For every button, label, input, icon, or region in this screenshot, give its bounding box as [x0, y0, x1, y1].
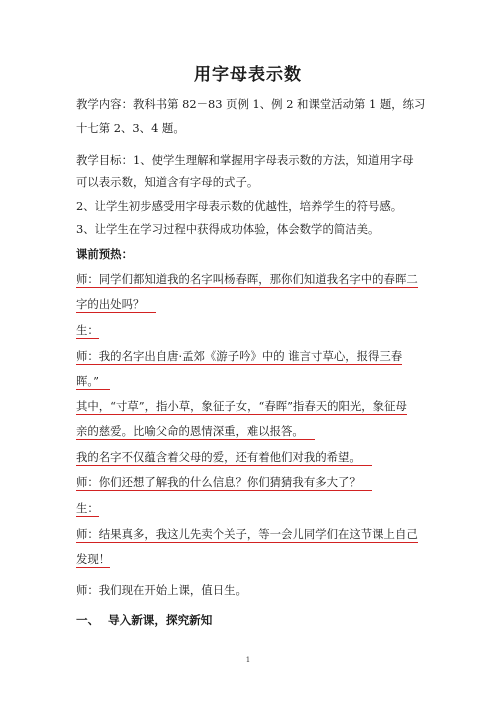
dialogue-2-wrap: [76, 322, 426, 338]
underline-pad: [361, 475, 372, 491]
preview-heading: 课前预热：: [76, 247, 133, 261]
dialogue-7: 生：: [76, 501, 99, 515]
underline-pad: [304, 424, 315, 440]
underline-pad: [361, 450, 372, 466]
section-number: 一、: [76, 613, 100, 627]
teaching-goal-line-2: 可以表示数，知道含有字母的式子。: [76, 175, 259, 189]
dialogue-4-line-2-wrap: [76, 423, 426, 439]
teaching-content-line-1: 教学内容：教科书第 82－83 页例 1、例 2 和课堂活动第 1 题，练习: [76, 97, 426, 111]
dialogue-3-line-1-wrap: [76, 348, 426, 364]
dialogue-1-line-1: 师：同学们都知道我的名字叫杨春晖，那你们知道我名字中的春晖二: [76, 272, 418, 286]
dialogue-4-line-1-wrap: [76, 398, 426, 414]
section-title: 导入新课，探究新知: [108, 613, 213, 627]
dialogue-4-line-1: 其中，“寸草”，指小草，象征子女，“春晖”指春天的阳光，象征母: [76, 399, 407, 413]
teaching-goal-line-3: 2、让学生初步感受用字母表示数的优越性，培养学生的符号感。: [76, 199, 403, 213]
dialogue-8-line-2: 发现！: [76, 552, 111, 566]
dialogue-3-line-2-wrap: [76, 373, 426, 389]
dialogue-3-line-1: 师：我的名字出自唐·孟郊《游子吟》中的 谁言寸草心，报得三春: [76, 349, 403, 363]
dialogue-8-line-1-wrap: [76, 526, 426, 542]
dialogue-8-line-1: 师：结果真多，我这儿先卖个关子，等一会儿同学们在这节课上自己: [76, 527, 418, 541]
document-title: 用字母表示数: [194, 65, 302, 85]
dialogue-5-wrap: [76, 449, 426, 465]
teaching-content-line-2: 十七第 2、3、4 题。: [76, 121, 185, 135]
section-heading-1: [76, 612, 212, 628]
dialogue-1-line-2: 字的出处吗？: [76, 297, 145, 311]
dialogue-4-line-2: 亲的慈爱。比喻父命的恩情深重，难以报答。: [76, 424, 304, 438]
dialogue-5: 我的名字不仅蕴含着父母的爱，还有着他们对我的希望。: [76, 450, 361, 464]
dialogue-2: 生：: [76, 323, 99, 337]
underline-pad: [99, 374, 110, 390]
dialogue-7-wrap: [76, 500, 426, 516]
dialogue-1-line-2-wrap: [76, 296, 426, 312]
dialogue-6: 师：你们还想了解我的什么信息？你们猜猜我有多大了？: [76, 475, 361, 489]
teaching-goal-line-4: 3、让学生在学习过程中获得成功体验，体会数学的简洁美。: [76, 222, 380, 236]
dialogue-8-line-2-wrap: [76, 551, 426, 567]
underline-pad: [144, 297, 155, 313]
dialogue-6-wrap: [76, 474, 426, 490]
page-number: 1: [245, 656, 251, 664]
dialogue-9: 师：我们现在开始上课，值日生。: [76, 583, 247, 597]
dialogue-1-line-1-wrap: [76, 271, 426, 287]
teaching-goal-line-1: 教学目标：1、使学生理解和掌握用字母表示数的方法，知道用字母: [76, 153, 414, 167]
dialogue-3-line-2: 晖。”: [76, 374, 99, 388]
